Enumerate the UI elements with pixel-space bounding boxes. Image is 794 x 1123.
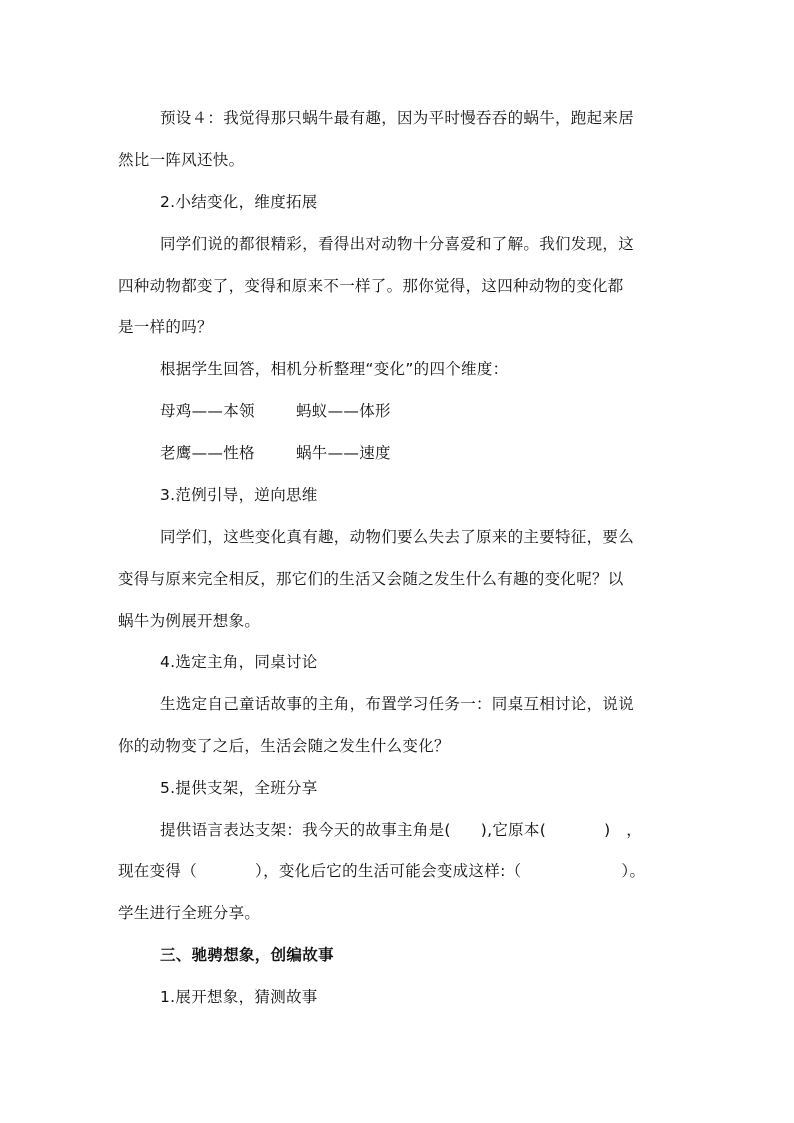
dimension-item: 蚂蚁——体形 [296, 402, 391, 420]
paragraph-line: 学生进行全班分享。 [118, 904, 261, 922]
dimension-item: 母鸡——本领 [160, 402, 255, 420]
paragraph-line: 同学们，这些变化真有趣，动物们要么失去了原来的主要特征，要么 [160, 528, 635, 546]
paragraph-line: 四种动物都变了，变得和原来不一样了。那你觉得，这四种动物的变化都 [118, 277, 624, 295]
scaffold-text: ），变化后它的生活可能会变成这样:（ [255, 862, 522, 880]
paragraph-line: 预设４：我觉得那只蜗牛最有趣，因为平时慢吞吞的蜗牛，跑起来居 [160, 109, 635, 127]
scaffold-line [118, 861, 718, 881]
dimension-item: 蜗牛——速度 [296, 444, 391, 462]
paragraph-line: 生选定自己童话故事的主角，布置学习任务一：同桌互相讨论，说说 [160, 695, 635, 713]
subheading: 3.范例引导，逆向思维 [160, 486, 318, 504]
subheading: 1.展开想象，猜测故事 [160, 988, 318, 1006]
scaffold-text: 提供语言表达支架：我今天的故事主角是( [160, 821, 451, 839]
paragraph-line: 变得与原来完全相反，那它们的生活又会随之发生什么有趣的变化呢？以 [118, 570, 624, 588]
scaffold-text: ),它原本( [480, 821, 547, 839]
dimension-item: 老鹰——性格 [160, 444, 255, 462]
paragraph-line: 根据学生回答，相机分析整理“变化”的四个维度： [160, 360, 509, 378]
subheading: 5.提供支架，全班分享 [160, 779, 318, 797]
scaffold-line [160, 820, 760, 840]
paragraph-line: 蜗牛为例展开想象。 [118, 612, 261, 630]
subheading: 4.选定主角，同桌讨论 [160, 653, 318, 671]
scaffold-text: ）。 [621, 862, 646, 880]
section-heading: 三、驰骋想象，创编故事 [160, 946, 334, 964]
paragraph-line: 是一样的吗？ [118, 318, 213, 336]
scaffold-text: ) ， [604, 821, 643, 839]
paragraph-line: 然比一阵风还快。 [118, 151, 245, 169]
scaffold-text: 现在变得（ [118, 862, 198, 880]
paragraph-line: 你的动物变了之后，生活会随之发生什么变化？ [118, 737, 450, 755]
paragraph-line: 同学们说的都很精彩，看得出对动物十分喜爱和了解。我们发现，这 [160, 235, 635, 253]
subheading: 2.小结变化，维度拓展 [160, 193, 318, 211]
